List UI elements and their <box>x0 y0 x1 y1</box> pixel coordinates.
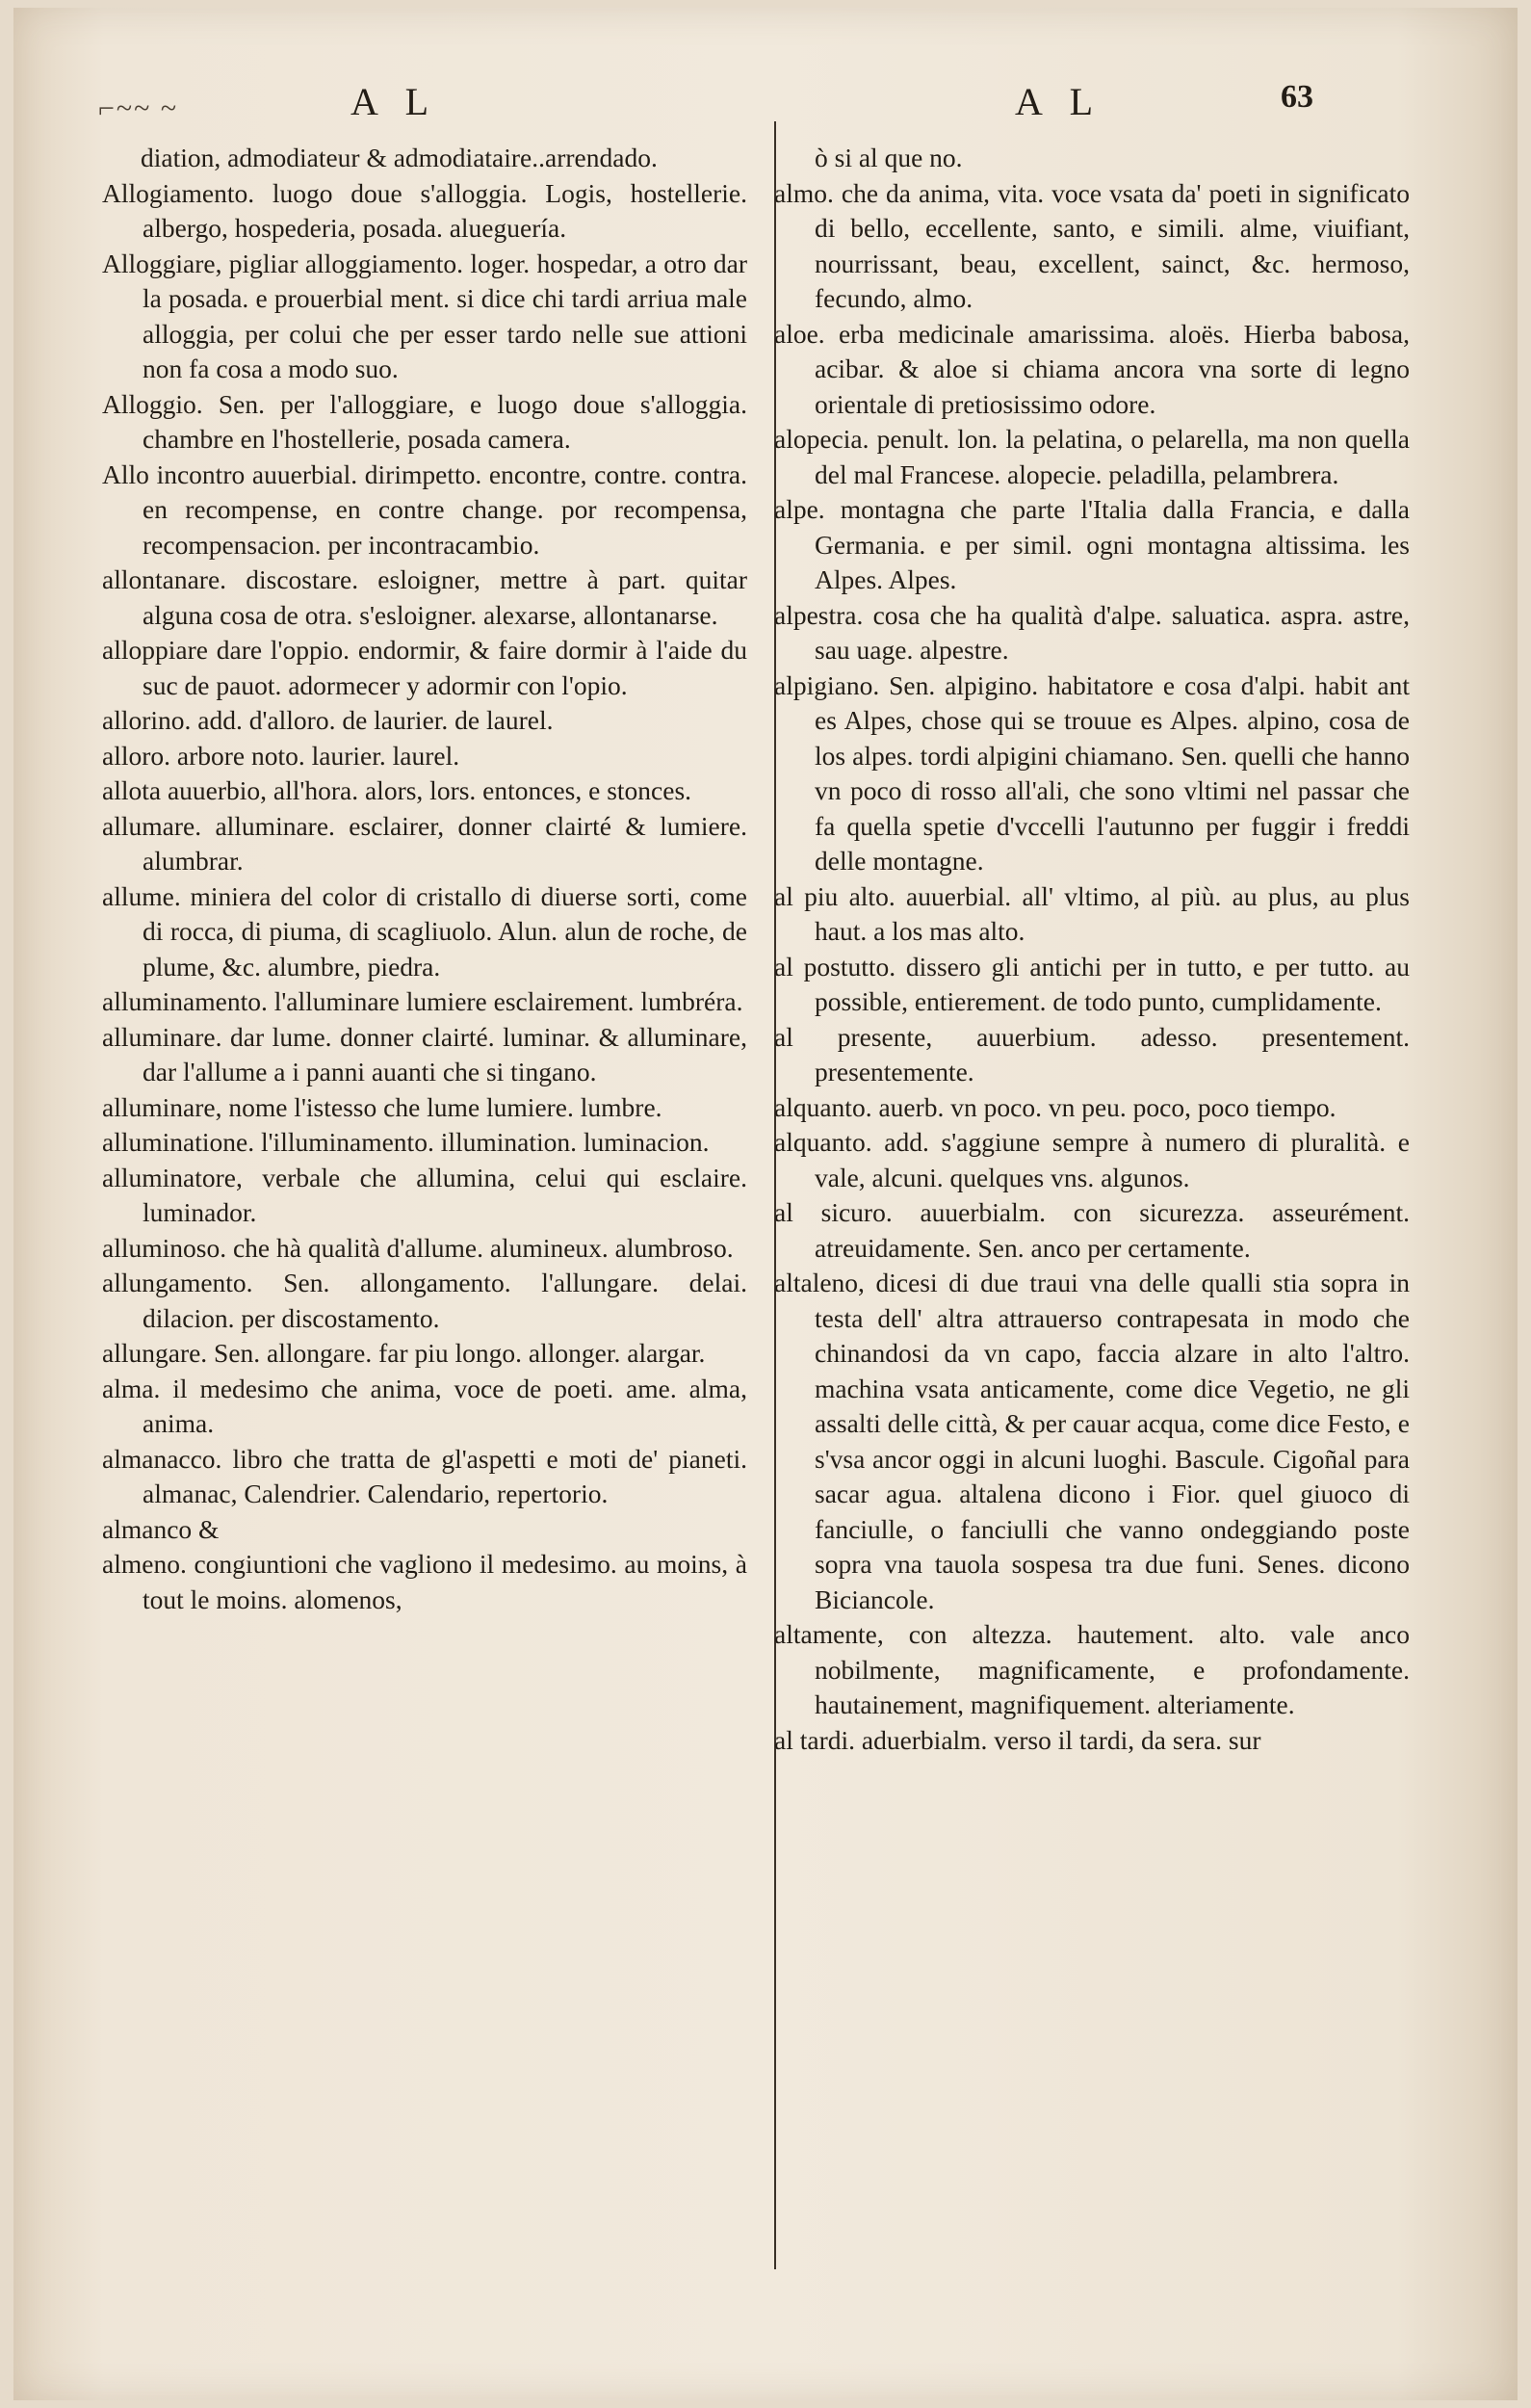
dictionary-entry: al sicuro. auuerbialm. con sicurezza. asseurément. atreuidamente. Sen. anco per certamente. <box>774 1197 1410 1263</box>
dictionary-entry: alloppiare dare l'oppio. endormir, & faire dormir à l'aide du suc de pauot. adormecer y adormir con l'opio. <box>102 635 747 700</box>
dictionary-entry: alluminare. dar lume. donner clairté. luminar. & alluminare, dar l'allume a i panni auanti che si tingano. <box>102 1021 747 1086</box>
dictionary-entry: Alloggio. Sen. per l'alloggiare, e luogo doue s'alloggia. chambre en l'hostellerie, posada camera. <box>102 388 747 454</box>
dictionary-entry: alquanto. auerb. vn poco. vn peu. poco, poco tiempo. <box>774 1091 1336 1122</box>
dictionary-entry: altaleno, dicesi di due traui vna delle qualli stia sopra in testa dell' altra attrauerso contrapesata in modo che chinandosi da vn capo, faccia alzare in alto l'altro. machina vsata anticamente, come dice Vegetio, ne gli assalti delle città, & per cauar acqua, come dice Festo, e s'vsa ancor oggi in alcuni luoghi. Bascule. Cigoñal para sacar agua. altalena dicono i Fior. quel giuoco di fanciulle, o fanciulli che vanno ondeggiando poste sopra vna tauola sospesa tra due funi. Senes. dicono Biciancole. <box>774 1268 1410 1614</box>
dictionary-entry: Allo incontro auuerbial. dirimpetto. encontre, contre. contra. en recompense, en contre change. por recompensa, recompensacion. per incontracambio. <box>102 458 747 560</box>
running-header-right: A L <box>1015 80 1103 123</box>
dictionary-entry: Alloggiare, pigliar alloggiamento. loger. hospedar, a otro dar la posada. e prouerbial ment. si dice chi tardi arriua male alloggia, per colui che per esser tardo nelle sue attioni non fa cosa a modo suo. <box>102 248 747 383</box>
dictionary-entry: allungamento. Sen. allongamento. l'allungare. delai. dilacion. per discostamento. <box>102 1268 747 1333</box>
dictionary-entry: alluminatore, verbale che allumina, celui qui esclaire. luminador. <box>102 1162 747 1227</box>
dictionary-entry: aloe. erba medicinale amarissima. aloës. Hierba babosa, acibar. & aloe si chiama ancora vna sorte di legno orientale di pretiosissimo odore. <box>774 318 1410 419</box>
dictionary-entry: al postutto. dissero gli antichi per in tutto, e per tutto. au possible, entierement. de todo punto, cumplidamente. <box>774 951 1410 1016</box>
dictionary-entry: alluminoso. che hà qualità d'allume. alumineux. alumbroso. <box>102 1232 734 1263</box>
dictionary-entry: alpigiano. Sen. alpigino. habitatore e cosa d'alpi. habit ant es Alpes, chose qui se trouue es Alpes. alpino, cosa de los alpes. tordi alpigini chiamano. Sen. quelli che hanno vn poco di rosso all'ali, che sono vltimi nel passar che fa quella spetie d'vccelli l'autunno per fuggir i freddi delle montagne. <box>774 669 1410 876</box>
dictionary-entry: alluminamento. l'alluminare lumiere esclairement. lumbréra. <box>102 986 743 1016</box>
dictionary-entry: alloro. arbore noto. laurier. laurel. <box>102 740 460 771</box>
dictionary-entry: ò si al que no. <box>815 143 963 172</box>
dictionary-entry: alopecia. penult. lon. la pelatina, o pelarella, ma non quella del mal Francese. alopecie. peladilla, pelambrera. <box>774 424 1410 489</box>
dictionary-entry: allungare. Sen. allongare. far piu longo. allonger. alargar. <box>102 1338 706 1368</box>
dictionary-entry: al presente, auuerbium. adesso. presentement. presentemente. <box>774 1021 1410 1086</box>
dictionary-entry: alpe. montagna che parte l'Italia dalla Francia, e dalla Germania. e per simil. ogni montagna altissima. les Alpes. Alpes. <box>774 494 1410 594</box>
dictionary-entry: allumare. alluminare. esclairer, donner clairté & lumiere. alumbrar. <box>102 810 747 876</box>
page-number: 63 <box>1281 79 1313 115</box>
right-column <box>774 141 1410 1758</box>
dictionary-entry: al piu alto. auuerbial. all' vltimo, al più. au plus, au plus haut. a los mas alto. <box>774 880 1410 946</box>
dictionary-entry: diation, admodiateur & admodiataire..arrendado. <box>141 143 658 172</box>
dictionary-entry: almo. che da anima, vita. voce vsata da' poeti in significato di bello, eccellente, santo, e simili. alme, viuifiant, nourrissant, beau, excellent, sainct, &c. hermoso, fecundo, almo. <box>774 177 1410 313</box>
dictionary-entry: al tardi. aduerbialm. verso il tardi, da sera. sur <box>774 1724 1261 1755</box>
dictionary-entry: alluminare, nome l'istesso che lume lumiere. lumbre. <box>102 1091 662 1122</box>
dictionary-entry: almanacco. libro che tratta de gl'aspetti e moti de' pianeti. almanac, Calendrier. Calendario, repertorio. <box>102 1443 747 1508</box>
left-column <box>102 141 747 1617</box>
corner-mark: ⌐~~ ~ <box>98 92 179 124</box>
running-header-left: A L <box>350 80 439 123</box>
dictionary-entry: almanco & <box>102 1513 220 1544</box>
dictionary-entry: Allogiamento. luogo doue s'alloggia. Logis, hostellerie. albergo, hospederia, posada. alueguería. <box>102 177 747 243</box>
dictionary-entry: allume. miniera del color di cristallo di diuerse sorti, come di rocca, di piuma, di scagliuolo. Alun. alun de roche, de plume, &c. alumbre, piedra. <box>102 880 747 982</box>
dictionary-entry: alluminatione. l'illuminamento. illumination. luminacion. <box>102 1127 710 1157</box>
dictionary-entry: allorino. add. d'alloro. de laurier. de laurel. <box>102 705 554 735</box>
dictionary-entry: allontanare. discostare. esloigner, mettre à part. quitar alguna cosa de otra. s'esloigner. alexarse, allontanarse. <box>102 564 747 630</box>
dictionary-entry: allota auuerbio, all'hora. alors, lors. entonces, e stonces. <box>102 775 692 805</box>
dictionary-entry: altamente, con altezza. hautement. alto. vale anco nobilmente, magnificamente, e profondamente. hautainement, magnifiquement. alteriamente. <box>774 1619 1410 1719</box>
dictionary-entry: alma. il medesimo che anima, voce de poeti. ame. alma, anima. <box>102 1373 747 1438</box>
dictionary-entry: alpestra. cosa che ha qualità d'alpe. saluatica. aspra. astre, sau uage. alpestre. <box>774 599 1410 665</box>
dictionary-entry: almeno. congiuntioni che vagliono il medesimo. au moins, à tout le moins. alomenos, <box>102 1549 747 1614</box>
book-page <box>13 8 1518 2400</box>
dictionary-entry: alquanto. add. s'aggiune sempre à numero di pluralità. e vale, alcuni. quelques vns. algunos. <box>774 1127 1410 1192</box>
